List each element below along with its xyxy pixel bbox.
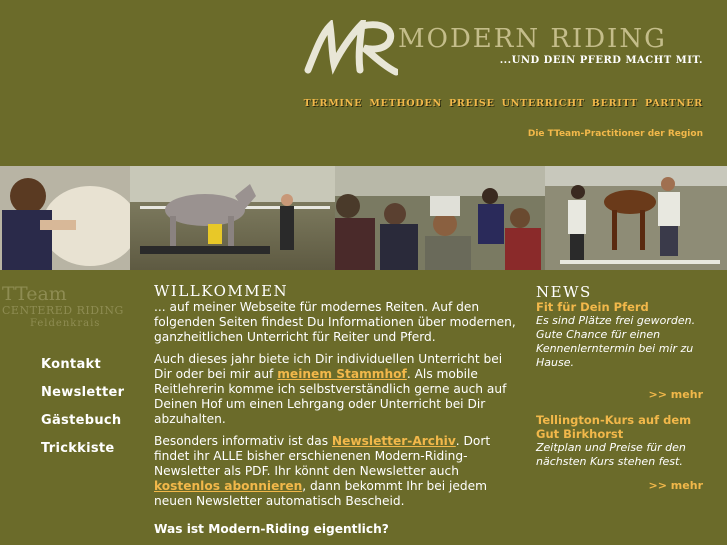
news-item-title: Fit für Dein Pferd	[536, 300, 649, 314]
header-photo-strip	[0, 166, 727, 270]
news-heading: NEWS	[536, 283, 592, 301]
top-navigation	[304, 98, 703, 109]
nav-preise[interactable]: PREISE	[448, 98, 495, 109]
subscribe-link[interactable]: kostenlos abonnieren	[154, 479, 303, 493]
nav-unterricht[interactable]: UNTERRICHT	[501, 98, 585, 109]
news-item	[536, 413, 711, 492]
tteam-logo-line2: CENTERED RIDING	[2, 304, 124, 317]
nav-termine[interactable]: TERMINE	[303, 98, 363, 109]
welcome-paragraph-2: Auch dieses jahr biete ich Dir individuellen Unterricht bei Dir oder bei mir auf meinem Stammhof. Als mobile Reitlehrerin komme ich selbstverständlich gerne auch auf Deinen Hof um einen Lehrgang oder Unterricht bei Dir abzuhalten.	[154, 352, 507, 426]
news-more-link[interactable]: >> mehr	[648, 388, 703, 401]
news-item-title: Tellington-Kurs auf dem Gut Birkhorst	[536, 413, 692, 441]
tteam-logo	[2, 284, 142, 331]
side-nav-gaestebuch[interactable]: Gästebuch	[41, 413, 122, 428]
brand-slogan: ...UND DEIN PFERD MACHT MIT.	[499, 55, 703, 66]
news-more-link[interactable]: >> mehr	[648, 479, 703, 492]
welcome-heading: WILLKOMMEN	[154, 282, 289, 300]
welcome-paragraph-3: Besonders informativ ist das Newsletter-Archiv. Dort findet ihr ALLE bisher erschienenen Modern-Riding-Newsletter als PDF. Ihr könnt den Newsletter auch kostenlos abonnieren, dann bekommt Ihr bei jedem neuen Newsletter automatisch Bescheid.	[154, 434, 491, 508]
header-subtitle: Die TTeam-Practitioner der Region	[527, 129, 703, 139]
news-item	[536, 300, 711, 401]
tteam-logo-line3: Feldenkrais	[30, 318, 101, 329]
brand-title: MODERN RIDING	[398, 24, 667, 54]
stammhof-link[interactable]: meinem Stammhof	[277, 367, 407, 381]
news-column	[536, 284, 711, 492]
newsletter-archive-link[interactable]: Newsletter-Archiv	[331, 434, 456, 448]
tteam-logo-line1: TTeam	[2, 283, 67, 305]
side-nav-trickkiste[interactable]: Trickkiste	[41, 441, 115, 456]
nav-methoden[interactable]: METHODEN	[369, 98, 442, 109]
nav-partner[interactable]: PARTNER	[644, 98, 703, 109]
side-nav-newsletter[interactable]: Newsletter	[41, 385, 125, 400]
side-nav-kontakt[interactable]: Kontakt	[41, 357, 101, 372]
news-item-text: Es sind Plätze frei geworden. Gute Chance für einen Kennenlerntermin bei mir zu Hause.	[536, 314, 696, 369]
nav-beritt[interactable]: BERITT	[591, 98, 638, 109]
welcome-paragraph-1: ... auf meiner Webseite für modernes Reiten. Auf den folgenden Seiten findest Du Informationen über modernen, ganzheitlichen Unterricht für Reiter und Pferd.	[154, 300, 516, 344]
news-item-text: Zeitplan und Preise für den nächsten Kurs stehen fest.	[536, 441, 686, 468]
side-navigation	[41, 357, 124, 469]
main-content	[154, 282, 519, 544]
what-is-modern-riding-question: Was ist Modern-Riding eigentlich?	[154, 522, 389, 536]
modern-riding-logo-mark	[302, 20, 398, 76]
